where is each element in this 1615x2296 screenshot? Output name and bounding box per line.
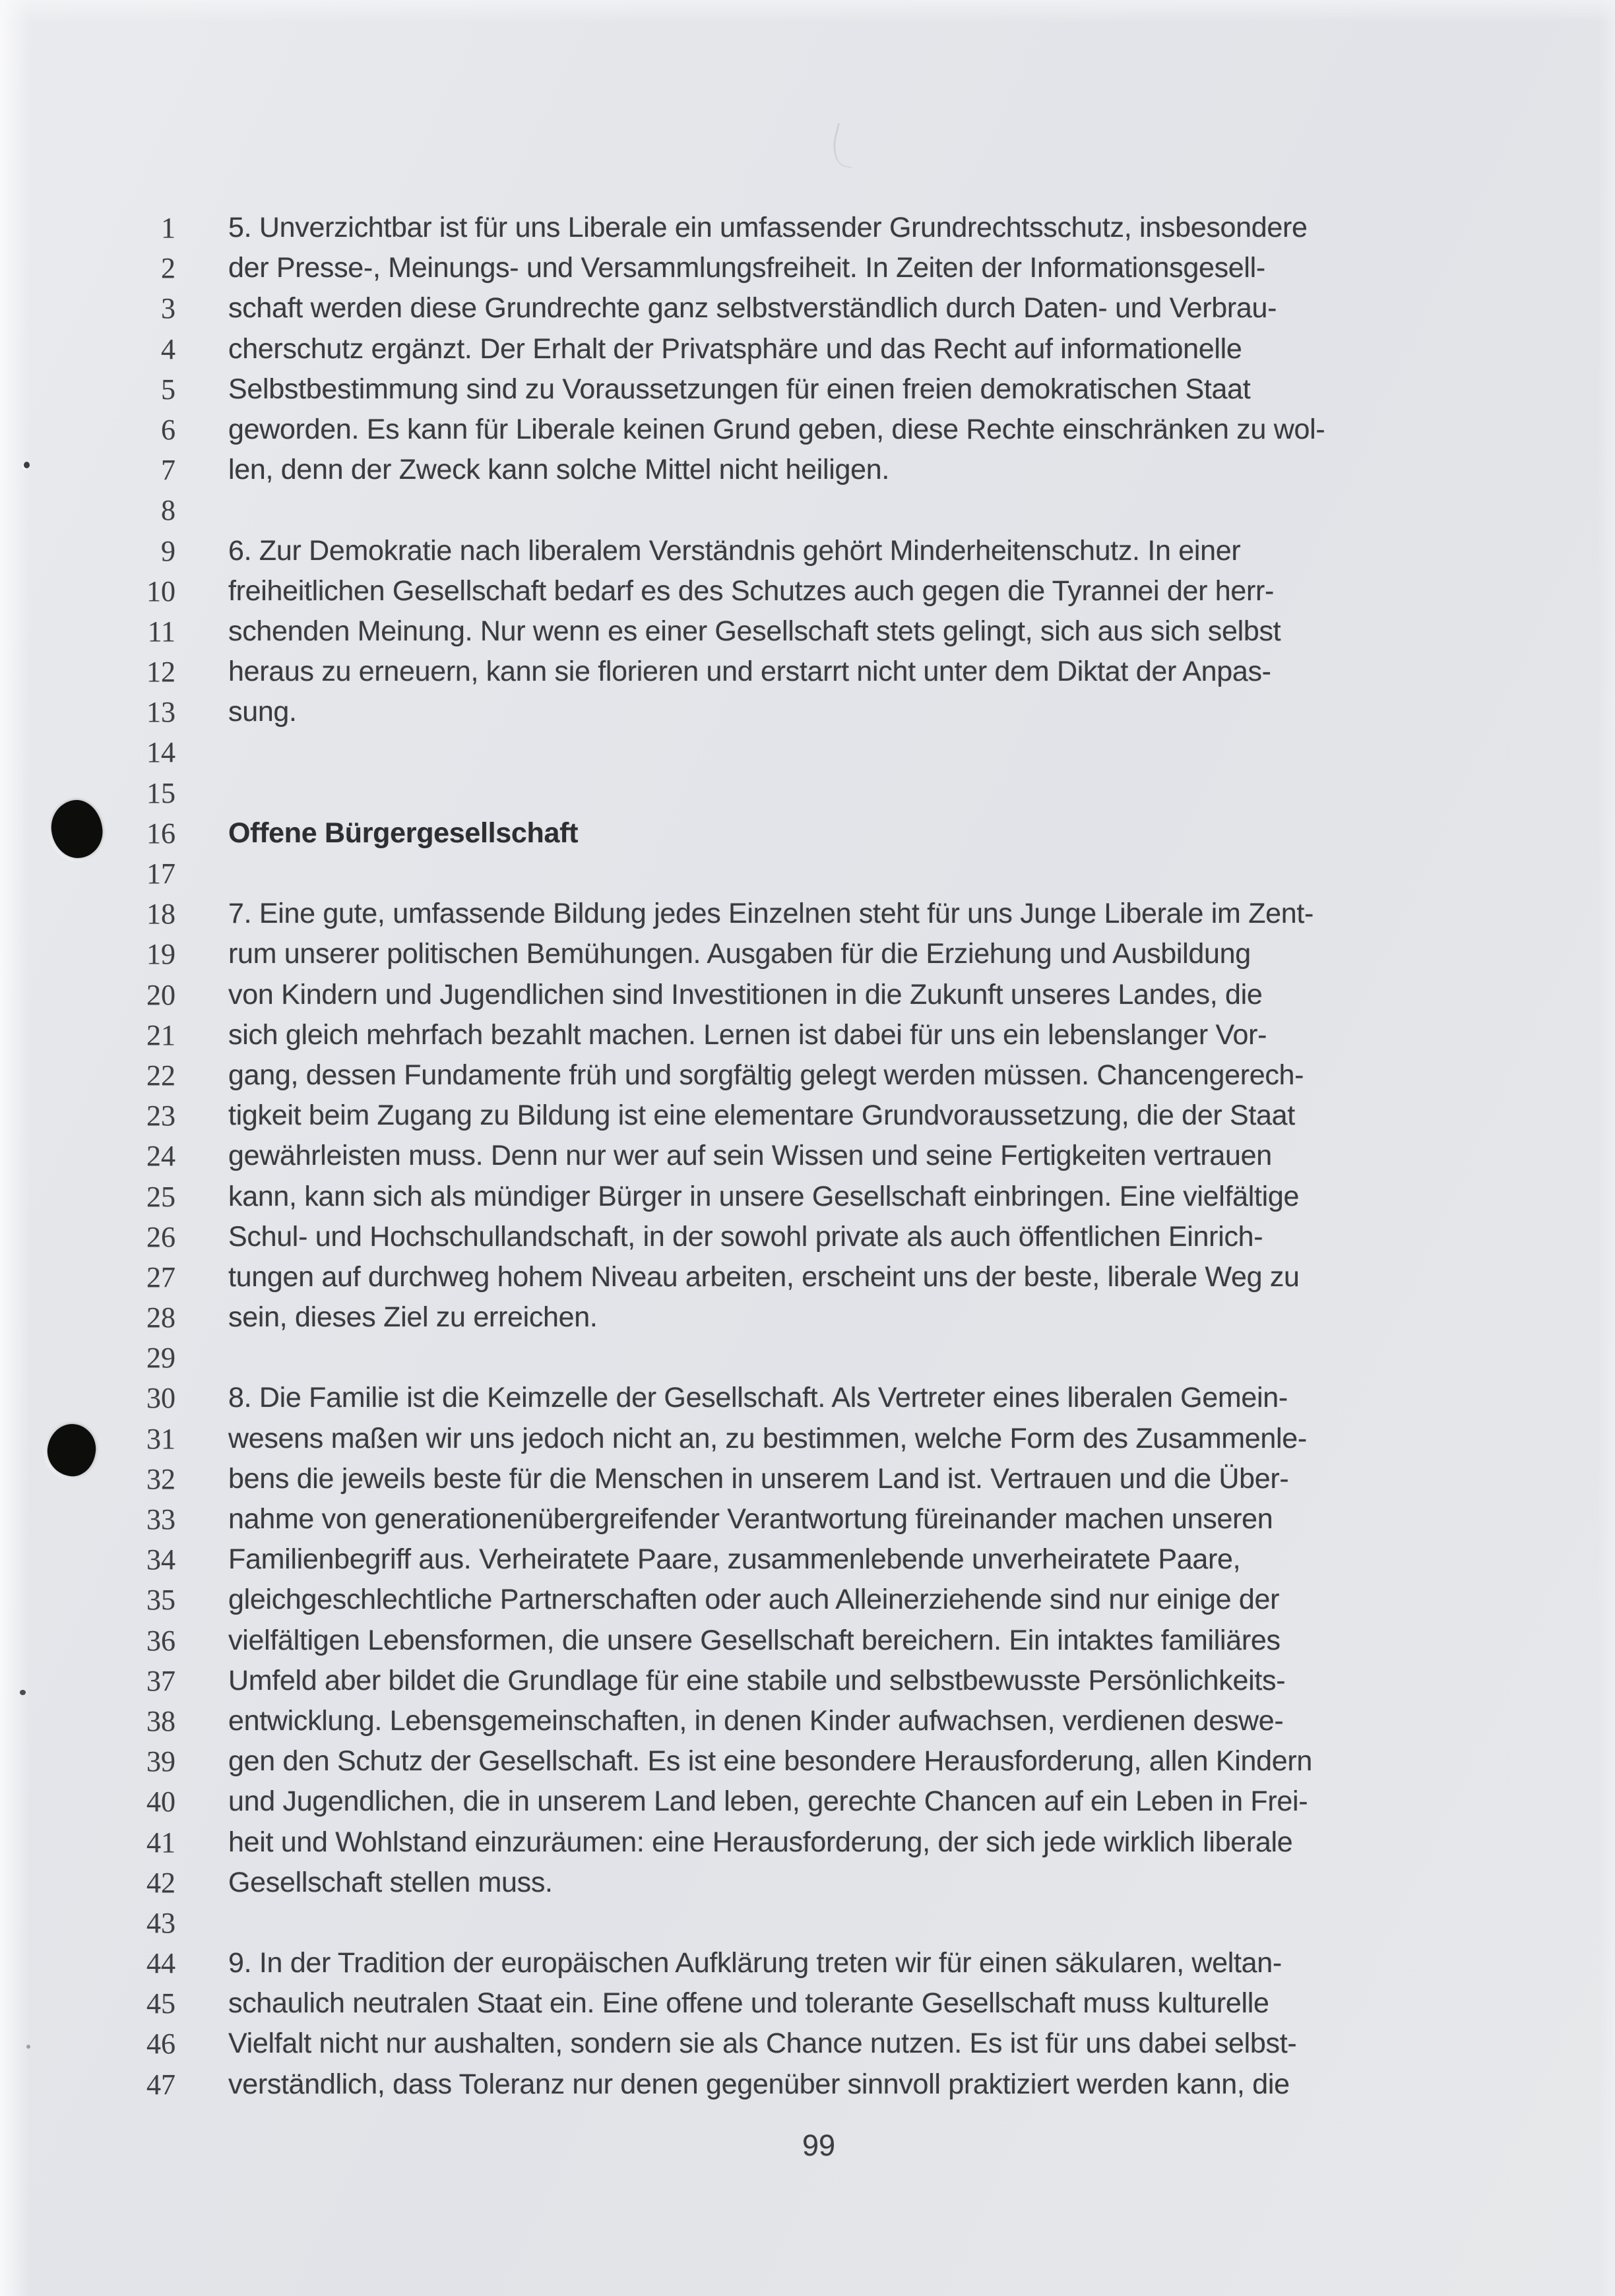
line-text: 9. In der Tradition der europäischen Aufklärung treten wir für einen säkularen, weltan-	[228, 1947, 1282, 1979]
text-line	[0, 1580, 1615, 1620]
text-line	[0, 2024, 1615, 2064]
text-line	[0, 732, 1615, 772]
line-number: 43	[146, 1906, 175, 1939]
line-text: schaulich neutralen Staat ein. Eine offene und tolerante Gesellschaft muss kulturelle	[228, 1987, 1269, 2020]
line-number: 26	[146, 1220, 175, 1253]
line-number: 46	[146, 2028, 175, 2061]
text-line	[0, 1983, 1615, 2024]
line-text: Umfeld aber bildet die Grundlage für eine stabile und selbstbewusste Persönlichkeits-	[228, 1664, 1286, 1696]
text-line	[0, 1539, 1615, 1580]
page-top-edge-highlight	[0, 0, 1615, 22]
line-text: tigkeit beim Zugang zu Bildung ist eine elementare Grundvoraussetzung, die der Staat	[228, 1100, 1295, 1132]
text-line	[0, 208, 1615, 248]
text-body	[0, 208, 1615, 2105]
text-line	[0, 1943, 1615, 1983]
text-line	[0, 853, 1615, 894]
text-line	[0, 1297, 1615, 1338]
text-line	[0, 773, 1615, 813]
text-line	[0, 490, 1615, 530]
line-text: gleichgeschlechtliche Partnerschaften oder auch Alleinerziehende sind nur einige der	[228, 1584, 1280, 1616]
line-text: schaft werden diese Grundrechte ganz selbstverständlich durch Daten- und Verbrau-	[228, 292, 1277, 325]
line-number: 40	[146, 1785, 175, 1818]
text-line	[0, 329, 1615, 369]
page-number: 99	[802, 2128, 836, 2162]
line-text: 7. Eine gute, umfassende Bildung jedes Einzelnen steht für uns Junge Liberale im Zent-	[228, 898, 1314, 930]
line-number: 2	[161, 252, 175, 285]
text-line	[0, 894, 1615, 934]
text-line	[0, 1055, 1615, 1096]
line-text: heit und Wohlstand einzuräumen: eine Herausforderung, der sich jede wirklich liberale	[228, 1826, 1293, 1858]
line-number: 39	[146, 1745, 175, 1778]
line-number: 36	[146, 1624, 175, 1657]
text-line	[0, 1338, 1615, 1378]
line-number: 38	[146, 1704, 175, 1737]
line-text: sein, dieses Ziel zu erreichen.	[228, 1301, 598, 1334]
line-text: rum unserer politischen Bemühungen. Ausgaben für die Erziehung und Ausbildung	[228, 938, 1251, 970]
line-text: und Jugendlichen, die in unserem Land leben, gerechte Chancen auf ein Leben in Frei-	[228, 1785, 1308, 1818]
line-number: 1	[161, 212, 175, 244]
line-text: Familienbegriff aus. Verheiratete Paare, zusammenlebende unverheiratete Paare,	[228, 1543, 1241, 1576]
text-line	[0, 248, 1615, 288]
line-text: len, denn der Zweck kann solche Mittel nicht heiligen.	[228, 454, 890, 486]
line-number: 44	[146, 1947, 175, 1980]
line-number: 17	[146, 857, 175, 890]
line-number: 12	[146, 656, 175, 689]
line-text: von Kindern und Jugendlichen sind Investitionen in die Zukunft unseres Landes, die	[228, 978, 1263, 1010]
text-line	[0, 1096, 1615, 1136]
line-number: 35	[146, 1584, 175, 1617]
text-line	[0, 611, 1615, 652]
line-text: freiheitlichen Gesellschaft bedarf es des Schutzes auch gegen die Tyrannei der herr-	[228, 574, 1275, 607]
line-text: kann, kann sich als mündiger Bürger in unsere Gesellschaft einbringen. Eine vielfältige	[228, 1180, 1300, 1212]
line-number: 6	[161, 413, 175, 446]
text-line	[0, 652, 1615, 692]
text-line	[0, 1499, 1615, 1539]
line-text: sich gleich mehrfach bezahlt machen. Lernen ist dabei für uns ein lebenslanger Vor-	[228, 1018, 1267, 1051]
text-line	[0, 1621, 1615, 1661]
line-number: 23	[146, 1100, 175, 1132]
text-line	[0, 288, 1615, 328]
line-text: tungen auf durchweg hohem Niveau arbeiten, erscheint uns der beste, liberale Weg zu	[228, 1260, 1300, 1293]
line-text: vielfältigen Lebensformen, die unsere Gesellschaft bereichern. Ein intaktes familiäres	[228, 1624, 1281, 1656]
text-line	[0, 369, 1615, 410]
line-number: 5	[161, 373, 175, 406]
line-number: 47	[146, 2068, 175, 2101]
text-line	[0, 1378, 1615, 1418]
text-line	[0, 1863, 1615, 1903]
line-number: 11	[147, 615, 175, 648]
line-text: schenden Meinung. Nur wenn es einer Gesellschaft stets gelingt, sich aus sich selbst	[228, 615, 1281, 647]
line-text: geworden. Es kann für Liberale keinen Grund geben, diese Rechte einschränken zu wol-	[228, 413, 1325, 445]
scan-speck	[26, 2045, 30, 2049]
line-text: Schul- und Hochschullandschaft, in der sowohl private als auch öffentlichen Einrich-	[228, 1220, 1263, 1253]
line-text: bens die jeweils beste für die Menschen in unserem Land ist. Vertrauen und die Über-	[228, 1462, 1289, 1495]
line-number: 10	[146, 574, 175, 607]
section-heading-text: Offene Bürgergesellschaft	[228, 817, 579, 849]
line-text: sung.	[228, 696, 297, 728]
line-number: 45	[146, 1987, 175, 2020]
line-number: 13	[146, 696, 175, 729]
section-heading-line	[0, 813, 1615, 853]
text-line	[0, 692, 1615, 732]
text-line	[0, 1782, 1615, 1822]
line-number: 15	[146, 776, 175, 809]
text-line	[0, 1257, 1615, 1297]
faint-scan-smudge	[828, 123, 862, 168]
line-text: Gesellschaft stellen muss.	[228, 1866, 553, 1898]
line-number: 9	[161, 534, 175, 567]
text-line	[0, 1015, 1615, 1055]
line-text: gen den Schutz der Gesellschaft. Es ist eine besondere Herausforderung, allen Kindern	[228, 1745, 1312, 1778]
text-line	[0, 934, 1615, 974]
line-text: cherschutz ergänzt. Der Erhalt der Privatsphäre und das Recht auf informationelle	[228, 332, 1242, 365]
text-line	[0, 450, 1615, 490]
line-text: heraus zu erneuern, kann sie florieren und erstarrt nicht unter dem Diktat der Anpas-	[228, 656, 1271, 688]
line-number: 33	[146, 1503, 175, 1536]
line-number: 29	[146, 1342, 175, 1375]
text-line	[0, 1136, 1615, 1176]
line-number: 7	[161, 454, 175, 487]
line-number: 14	[146, 736, 175, 769]
line-number: 37	[146, 1664, 175, 1697]
line-number: 24	[146, 1140, 175, 1173]
line-number: 8	[161, 494, 175, 527]
text-line	[0, 1661, 1615, 1701]
scan-speck	[24, 462, 30, 468]
text-line	[0, 1741, 1615, 1782]
line-text: 5. Unverzichtbar ist für uns Liberale ein umfassender Grundrechtsschutz, insbesondere	[228, 212, 1308, 243]
line-text: Selbstbestimmung sind zu Voraussetzungen für einen freien demokratischen Staat	[228, 373, 1251, 405]
line-number: 32	[146, 1462, 175, 1495]
line-number: 21	[146, 1018, 175, 1051]
text-line	[0, 410, 1615, 450]
line-text: nahme von generationenübergreifender Verantwortung füreinander machen unseren	[228, 1503, 1273, 1535]
line-number: 31	[146, 1422, 175, 1455]
line-number: 42	[146, 1866, 175, 1899]
scan-speck	[20, 1690, 26, 1695]
line-number: 4	[161, 332, 175, 365]
line-number: 19	[146, 938, 175, 971]
line-number: 18	[146, 898, 175, 931]
line-number: 30	[146, 1382, 175, 1415]
text-line	[0, 1419, 1615, 1459]
line-text: 6. Zur Demokratie nach liberalem Verständnis gehört Minderheitenschutz. In einer	[228, 534, 1241, 567]
text-line	[0, 571, 1615, 611]
line-number: 22	[146, 1059, 175, 1092]
line-text: wesens maßen wir uns jedoch nicht an, zu bestimmen, welche Form des Zusammenle-	[228, 1422, 1307, 1454]
line-number: 3	[161, 292, 175, 325]
line-number: 27	[146, 1260, 175, 1293]
line-text: gang, dessen Fundamente früh und sorgfältig gelegt werden müssen. Chancengerech-	[228, 1059, 1304, 1091]
text-line	[0, 1903, 1615, 1943]
line-number: 16	[146, 817, 175, 850]
text-line	[0, 975, 1615, 1015]
line-number: 41	[146, 1826, 175, 1859]
line-number: 28	[146, 1301, 175, 1334]
line-text: 8. Die Familie ist die Keimzelle der Gesellschaft. Als Vertreter eines liberalen Gemein-	[228, 1382, 1288, 1414]
text-line	[0, 1177, 1615, 1217]
line-text: verständlich, dass Toleranz nur denen gegenüber sinnvoll praktiziert werden kann, die	[228, 2068, 1290, 2100]
line-number: 25	[146, 1180, 175, 1213]
text-line	[0, 1701, 1615, 1741]
line-text: entwicklung. Lebensgemeinschaften, in denen Kinder aufwachsen, verdienen deswe-	[228, 1704, 1284, 1737]
line-number: 20	[146, 978, 175, 1011]
text-line	[0, 1822, 1615, 1863]
text-line	[0, 531, 1615, 571]
text-line	[0, 2064, 1615, 2105]
line-text: Vielfalt nicht nur aushalten, sondern sie als Chance nutzen. Es ist für uns dabei selbst-	[228, 2028, 1297, 2060]
line-text: der Presse-, Meinungs- und Versammlungsfreiheit. In Zeiten der Informationsgesell-	[228, 252, 1265, 284]
line-text: gewährleisten muss. Denn nur wer auf sein Wissen und seine Fertigkeiten vertrauen	[228, 1140, 1272, 1172]
text-line	[0, 1459, 1615, 1499]
line-number: 34	[146, 1543, 175, 1576]
text-line	[0, 1217, 1615, 1257]
